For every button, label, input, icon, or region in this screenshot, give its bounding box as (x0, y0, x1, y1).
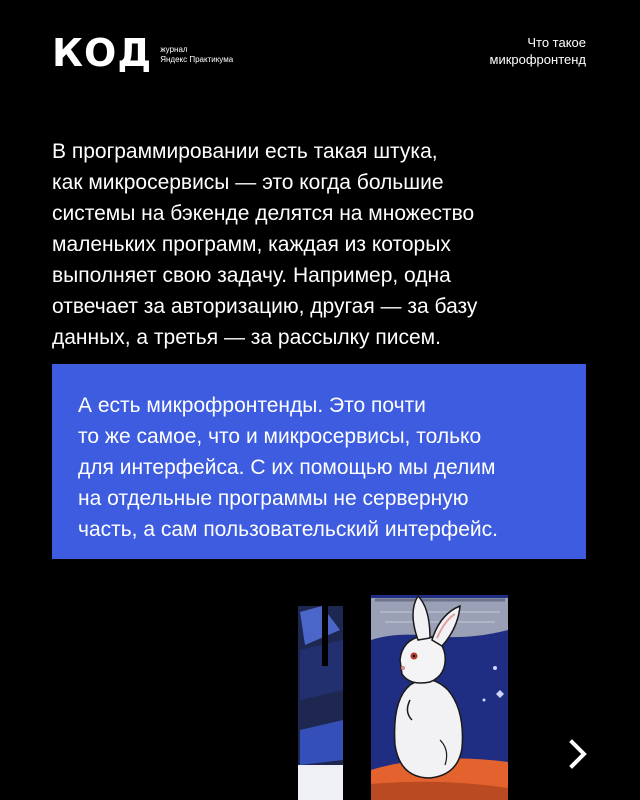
intro-line: данных, а третья — за рассылку писем. (52, 326, 441, 349)
callout-line: то же самое, что и микросервисы, только (78, 425, 482, 448)
chevron-right-icon[interactable] (566, 738, 590, 770)
callout-line: А есть микрофронтенды. Это почти (78, 394, 426, 417)
callout-line: на отдельные программы не серверную (78, 487, 469, 510)
logo-wordmark: КОД (52, 31, 153, 75)
intro-line: как микросервисы — это когда большие (52, 171, 444, 194)
intro-line: маленьких программ, каждая из которых (52, 233, 451, 256)
topic-line1: Что такое (527, 35, 586, 50)
intro-line: отвечает за авторизацию, другая — за базу (52, 295, 478, 318)
intro-line: выполняет свою задачу. Например, одна (52, 264, 451, 287)
intro-line: В программировании есть такая штука, (52, 140, 438, 163)
callout-line: часть, а сам пользовательский интерфейс. (78, 518, 498, 541)
intro-line: системы на бэкенде делятся на множество (52, 202, 475, 225)
illustration-left-strip (298, 606, 343, 800)
illustration-main-panel (371, 595, 508, 800)
logo-subtitle-line1: журнал (160, 45, 188, 54)
topic-line2: микрофронтенд (489, 52, 586, 67)
callout-line: для интерфейса. С их помощью мы делим (78, 456, 496, 479)
logo-subtitle-line2: Яндекс Практикума (160, 55, 234, 64)
